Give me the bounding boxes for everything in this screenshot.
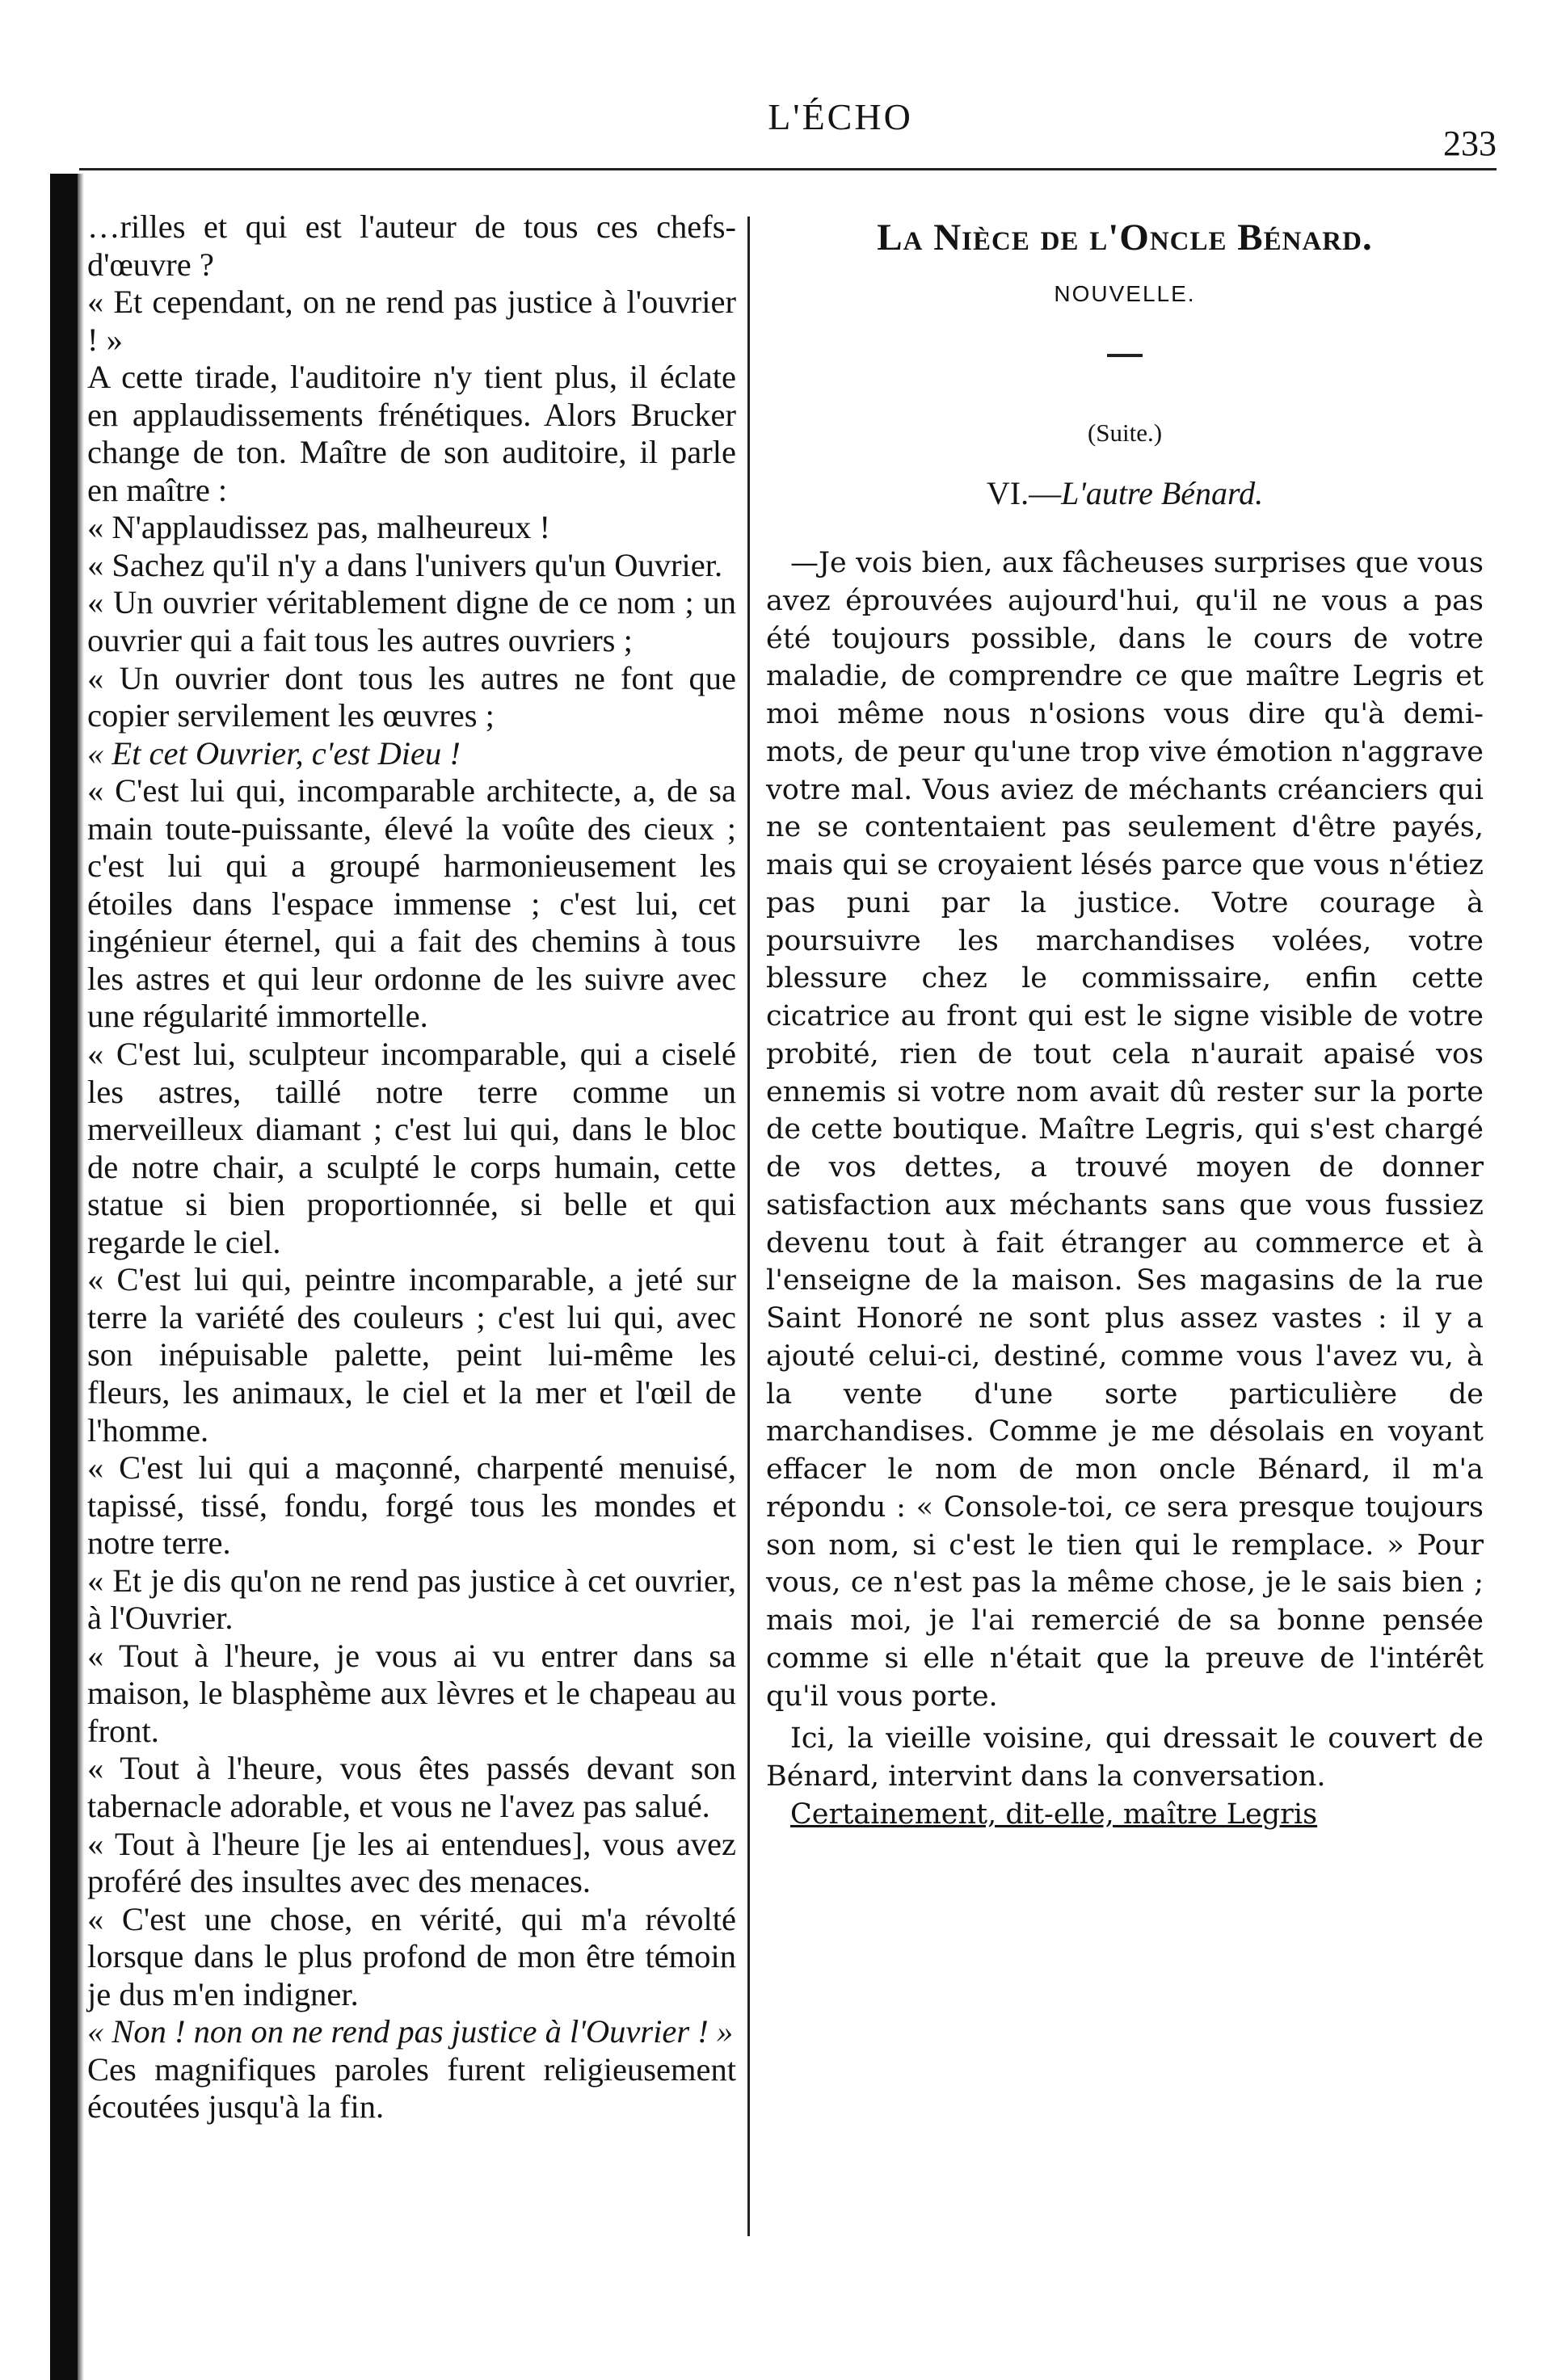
left-paragraph: « Et cependant, on ne rend pas justice à l'ouvrier ! »: [87, 284, 736, 358]
story-title: La Nièce de l'Oncle Bénard.: [877, 217, 1373, 259]
left-paragraph: « C'est lui qui, incomparable architecte, a, de sa main toute-puissante, élevé la voûte des cieux ; c'est lui qui a groupé harmonieusement les étoiles dans l'espace immense ; c'est lui, cet ingénieur éternel, qui a fait des chemins à tous les astres et qui leur ordonne de les suivre avec une régularité immortelle.: [87, 772, 736, 1035]
title-dash: [1107, 354, 1143, 357]
story-subtitle: NOUVELLE.: [1054, 281, 1196, 306]
left-paragraph: « Tout à l'heure, je vous ai vu entrer dans sa maison, le blasphème aux lèvres et le chapeau au front.: [87, 1637, 736, 1749]
left-paragraph: « C'est lui, sculpteur incomparable, qui a ciselé les astres, taillé notre terre comme un merveilleux diamant ; c'est lui qui, dans le bloc de notre chair, a sculpté le corps humain, cette statue si bien proportionnée, si belle et qui regarde le ciel.: [87, 1036, 736, 1260]
left-paragraph: « N'applaudissez pas, malheureux !: [87, 509, 550, 546]
left-paragraph: « Tout à l'heure [je les ai entendues], vous avez proféré des insultes avec des menaces.: [87, 1825, 736, 1900]
left-paragraph: « Et je dis qu'on ne rend pas justice à cet ouvrier, à l'Ouvrier.: [87, 1562, 736, 1637]
left-paragraph: « Sachez qu'il n'y a dans l'univers qu'un Ouvrier.: [87, 546, 723, 583]
story-last-line: Certainement, dit-elle, maître Legris: [790, 1798, 1318, 1831]
chapter-heading: [766, 474, 1484, 512]
left-paragraph: « C'est une chose, en vérité, qui m'a révolté lorsque dans le plus profond de mon être témoin je dus m'en indigner.: [87, 1900, 736, 2012]
book-spine-edge: [78, 174, 84, 2380]
chapter-number: VI.—: [986, 475, 1062, 511]
left-paragraph: « Et cet Ouvrier, c'est Dieu !: [87, 734, 461, 772]
left-paragraph: « C'est lui qui, peintre incomparable, a jeté sur terre la variété des couleurs ; c'est lui qui, avec son inépuisable palette, peint lui-même les fleurs, les animaux, le ciel et la mer et l'œil de l'homme.: [87, 1261, 736, 1449]
left-paragraph: « Non ! non on ne rend pas justice à l'Ouvrier ! »: [87, 2013, 734, 2050]
story-paragraph: Ici, la vieille voisine, qui dressait le couvert de Bénard, intervint dans la conversation.: [766, 1722, 1484, 1793]
left-paragraph: « Tout à l'heure, vous êtes passés devant son tabernacle adorable, et vous ne l'avez pas salué.: [87, 1750, 736, 1824]
page-header-title: L'ÉCHO: [768, 96, 913, 137]
left-paragraph: « Un ouvrier véritablement digne de ce nom ; un ouvrier qui a fait tous les autres ouvriers ;: [87, 584, 736, 659]
column-divider: [747, 217, 750, 2236]
page-number: 233: [1443, 124, 1497, 163]
left-paragraph: …rilles et qui est l'auteur de tous ces chefs-d'œuvre ?: [87, 208, 736, 283]
left-column: [87, 208, 736, 2126]
book-spine-shadow: [50, 174, 78, 2380]
left-paragraph: Ces magnifiques paroles furent religieusement écoutées jusqu'à la fin.: [87, 2050, 736, 2126]
story-paragraph: —Je vois bien, aux fâcheuses surprises que vous avez éprouvées aujourd'hui, qu'il ne vous a pas été toujours possible, dans le cours de votre maladie, de comprendre ce que maître Legris et moi même nous n'osions vous dire qu'à demi-mots, de peur qu'une trop vive émotion n'aggrave votre mal. Vous aviez de méchants créanciers qui ne se contentaient pas seulement d'être payés, mais qui se croyaient lésés parce que vous n'étiez pas puni par la justice. Votre courage à poursuivre les marchandises volées, votre blessure chez le commissaire, enfin cette cicatrice au front qui est le signe visible de votre probité, rien de tout cela n'aurait apaisé vos ennemis si votre nom avait dû rester sur la porte de cette boutique. Maître Legris, qui s'est chargé de vos dettes, a trouvé moyen de donner satisfaction aux méchants sans que vous fussiez devenu tout à fait étranger au commerce et à l'enseigne de la maison. Ses magasins de la rue Saint Honoré ne sont plus assez vastes : il y a ajouté celui-ci, destiné, comme vous l'avez vu, à la vente d'une sorte particulière de marchandises. Comme je me désolais en voyant effacer le nom de mon oncle Bénard, il m'a répondu : « Console-toi, ce sera presque toujours son nom, si c'est le tien qui le remplace. » Pour vous, ce n'est pas la même chose, je le sais bien ; mais moi, je l'ai remercié de sa bonne pensée comme si elle n'était que la preuve de l'intérêt qu'il vous porte.: [766, 547, 1484, 1713]
story-text: [766, 545, 1484, 1796]
chapter-title: L'autre Bénard.: [1061, 475, 1264, 511]
right-column: [766, 212, 1484, 1834]
left-paragraph: « C'est lui qui a maçonné, charpenté menuisé, tapissé, tissé, fondu, forgé tous les mondes et notre terre.: [87, 1449, 736, 1562]
story-suite: (Suite.): [1087, 418, 1163, 447]
header-rule: [79, 168, 1497, 170]
left-paragraph: A cette tirade, l'auditoire n'y tient plus, il éclate en applaudissements frénétiques. Alors Brucker change de ton. Maître de son auditoire, il parle en maître :: [87, 359, 736, 508]
left-paragraph: « Un ouvrier dont tous les autres ne font que copier servilement les œuvres ;: [87, 659, 736, 734]
